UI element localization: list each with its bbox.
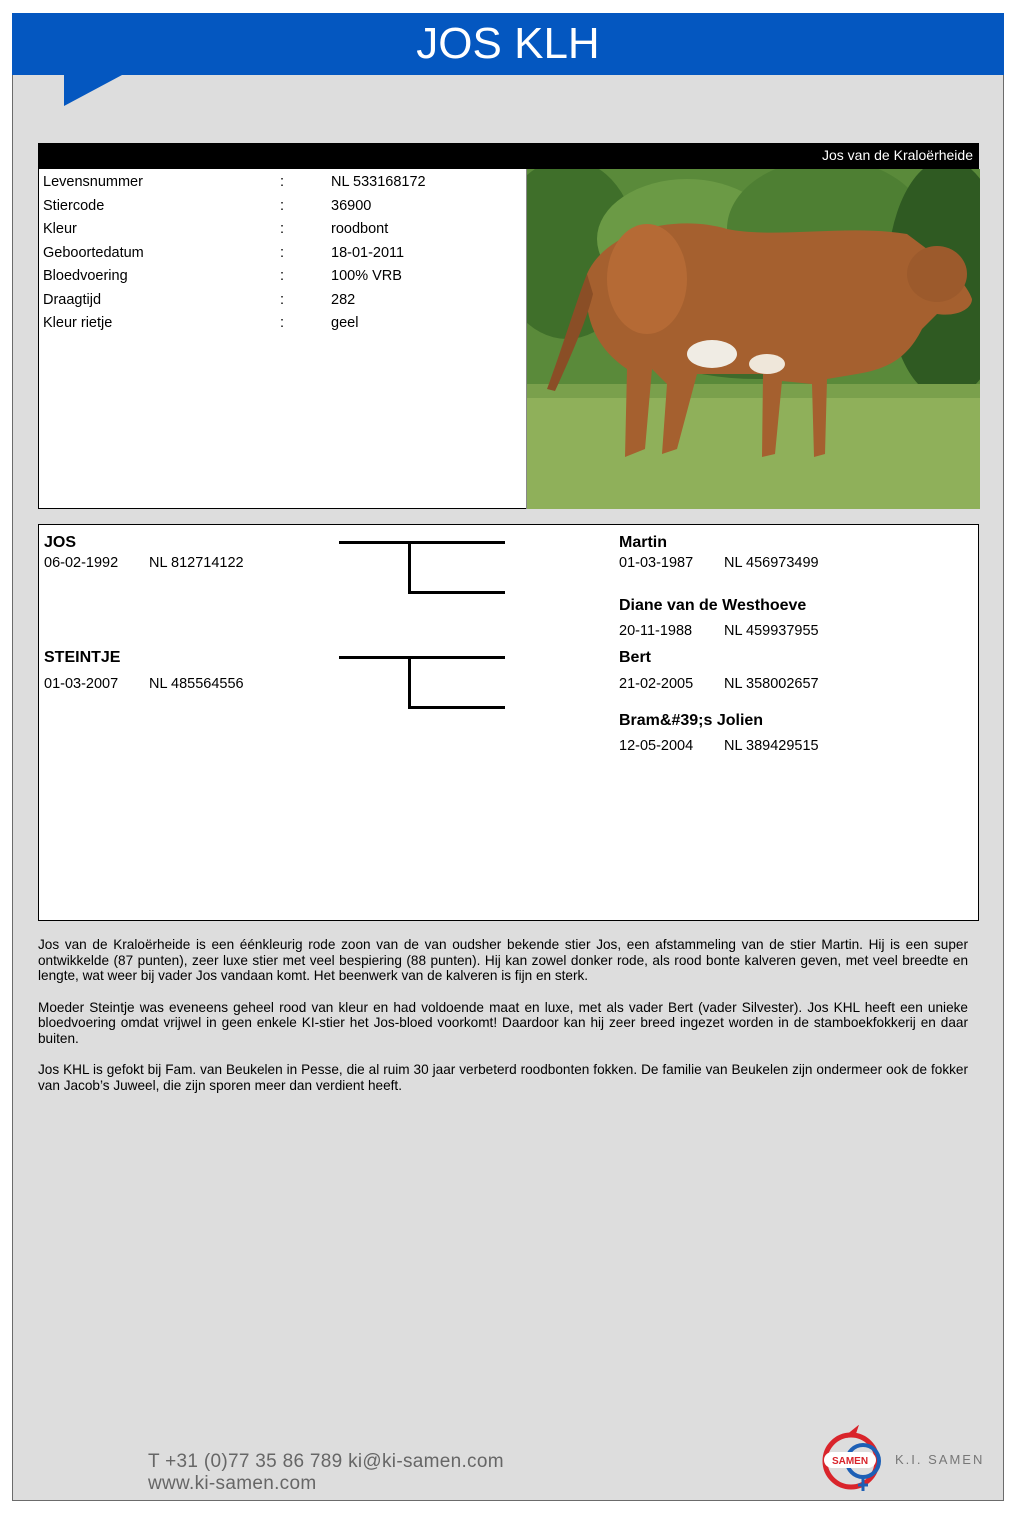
- website-link[interactable]: www.ki-samen.com: [148, 1473, 317, 1494]
- dam-dam-number: NL 389429515: [724, 738, 819, 754]
- field-label: Kleur rietje: [43, 315, 113, 331]
- dam-name: STEINTJE: [44, 649, 121, 666]
- footer-contact: [148, 1451, 504, 1495]
- description: [38, 937, 968, 1109]
- sire-number: NL 812714122: [149, 555, 244, 571]
- dam-number: NL 485564556: [149, 676, 244, 692]
- field-value: 100% VRB: [331, 268, 402, 284]
- dam-sire-number: NL 358002657: [724, 676, 819, 692]
- pedigree-panel: [38, 524, 979, 921]
- pedigree-connector: [408, 541, 411, 594]
- field-value: 282: [331, 291, 356, 308]
- pedigree-connector: [408, 706, 505, 709]
- field-label: Kleur: [43, 221, 77, 237]
- dam-dam-name: Bram&#39;s Jolien: [619, 712, 764, 729]
- field-row: [43, 174, 463, 196]
- logo-text: K.I. SAMEN: [895, 1452, 985, 1467]
- field-row: [43, 292, 463, 314]
- bull-photo-image: [527, 169, 980, 509]
- field-label: Levensnummer: [43, 174, 143, 190]
- sire-name: JOS: [44, 534, 77, 551]
- sire-dam-name: Diane van de Westhoeve: [619, 597, 807, 614]
- sire-sire-date: 01-03-1987: [619, 555, 694, 571]
- field-sep: :: [280, 174, 285, 190]
- field-row: [43, 268, 463, 290]
- field-value: 18-01-2011: [331, 244, 405, 261]
- sire-sire-number: NL 456973499: [724, 555, 819, 571]
- field-value: 36900: [331, 197, 372, 214]
- page-title: JOS KLH: [416, 19, 600, 68]
- description-paragraph: Jos KHL is gefokt bij Fam. van Beukelen in Pesse, die al ruim 30 jaar verbeterd roodbonten fokken. De familie van Beukelen zijn ondermeer ook de fokker van Jacob’s Juweel, die zijn sporen meer dan verdient heeft.: [38, 1062, 968, 1093]
- sire-dam-date: 20-11-1988: [619, 623, 693, 639]
- field-label: Geboortedatum: [43, 244, 144, 261]
- field-sep: :: [280, 268, 285, 284]
- field-label: Bloedvoering: [43, 268, 128, 284]
- sire-dam-number: NL 459937955: [724, 623, 819, 639]
- pedigree-connector: [408, 656, 411, 709]
- field-value: roodbont: [331, 221, 389, 237]
- logo-badge-text: SAMEN: [831, 1456, 869, 1467]
- description-paragraph: Moeder Steintje was eveneens geheel rood van kleur en had voldoende maat en luxe, met als vader Bert (vader Silvester). Jos KHL heeft een unieke bloedvoering omdat vrijwel in geen enkele KI-stier het Jos-bloed voorkomt! Daardoor kan hij zeer breed ingezet worden in de stamboekfokkerij en daar buiten.: [38, 999, 968, 1046]
- sire-sire-name: Martin: [619, 534, 667, 551]
- dam-date: 01-03-2007: [44, 676, 119, 692]
- pedigree-connector: [339, 656, 505, 659]
- dam-dam-date: 12-05-2004: [619, 738, 694, 754]
- field-label: Draagtijd: [43, 291, 102, 308]
- pedigree-connector: [408, 591, 505, 594]
- sire-date: 06-02-1992: [44, 555, 119, 571]
- bull-photo: [526, 169, 980, 509]
- bull-name: Jos van de Kraloërheide: [39, 144, 978, 169]
- field-sep: :: [280, 197, 285, 214]
- dam-sire-date: 21-02-2005: [619, 676, 694, 692]
- field-value: NL 533168172: [331, 174, 426, 190]
- field-sep: :: [280, 244, 285, 261]
- field-sep: :: [280, 315, 285, 331]
- field-sep: :: [280, 221, 285, 237]
- field-row: [43, 315, 463, 337]
- field-sep: :: [280, 291, 285, 308]
- pedigree-connector: [339, 541, 505, 544]
- field-row: [43, 198, 463, 220]
- field-value: geel: [331, 315, 359, 331]
- description-paragraph: Jos van de Kraloërheide is een éénkleurig rode zoon van de van oudsher bekende stier Jos, een afstammeling van de stier Martin. Hij is een super ontwikkelde (87 punten), zeer luxe stier met veel bespiering (88 punten). Hij kan zowel donker rode, als rood bonte kalveren geven, met veel breedte en lengte, wat weer bij vader Jos vandaan komt. Het beenwerk van de kalveren is fijn en sterk.: [38, 937, 968, 983]
- banner-tail: [64, 75, 122, 106]
- field-label: Stiercode: [43, 197, 105, 214]
- field-row: [43, 245, 463, 267]
- dam-sire-name: Bert: [619, 649, 652, 666]
- contact-line[interactable]: T +31 (0)77 35 86 789 ki@ki-samen.com: [148, 1451, 504, 1472]
- info-panel: [38, 143, 979, 509]
- logo-mark-icon: [818, 1425, 898, 1497]
- field-row: [43, 221, 463, 243]
